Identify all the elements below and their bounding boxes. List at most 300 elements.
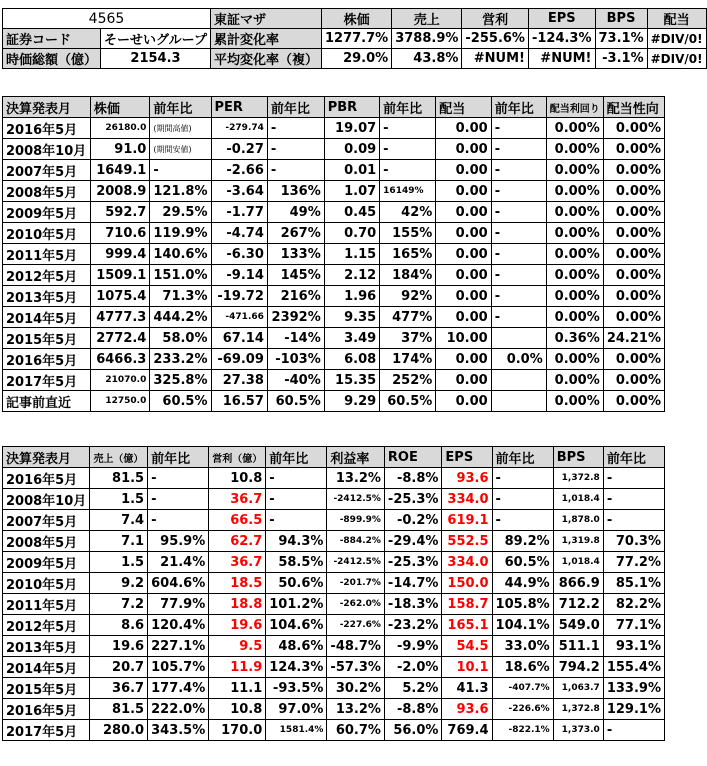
valuation-row	[3, 118, 665, 139]
earnings-cell: 104.1%	[492, 615, 553, 636]
earnings-cell: 85.1%	[603, 573, 664, 594]
earnings-cell: 10.8	[209, 699, 266, 720]
valuation-cell: 184%	[380, 265, 436, 286]
valuation-cell: 121.8%	[150, 181, 211, 202]
valuation-row-label: 2009年5月	[3, 202, 91, 223]
earnings-cell: -884.2%	[327, 531, 385, 552]
valuation-header-cell: 決算発表月	[3, 97, 91, 118]
valuation-cell: 0.00	[436, 181, 491, 202]
valuation-cell: 252%	[380, 370, 436, 391]
earnings-cell: 62.7	[209, 531, 266, 552]
valuation-cell: 999.4	[90, 244, 150, 265]
valuation-cell: 155%	[380, 223, 436, 244]
earnings-cell: -0.2%	[384, 510, 442, 531]
valuation-cell: 0.00%	[546, 139, 603, 160]
earnings-cell: 93.6	[442, 699, 492, 720]
earnings-row-label: 2008年10月	[3, 489, 90, 510]
earnings-row	[3, 636, 665, 657]
valuation-cell: 0.00%	[546, 391, 603, 412]
earnings-cell: -	[603, 468, 664, 489]
valuation-cell: 26180.0	[90, 118, 150, 139]
valuation-cell: 0.00%	[546, 286, 603, 307]
earnings-cell: 105.7%	[148, 657, 209, 678]
market-label: 東証マザ	[210, 9, 321, 29]
valuation-cell: -3.64	[211, 181, 267, 202]
valuation-cell: 0.00%	[546, 118, 603, 139]
valuation-cell: 477%	[380, 307, 436, 328]
earnings-cell: 9.5	[209, 636, 266, 657]
avg-label: 平均変化率（複）	[210, 49, 321, 69]
cum-div: #DIV/0!	[647, 29, 706, 49]
valuation-cell: -	[491, 307, 546, 328]
earnings-cell: 13.2%	[327, 468, 385, 489]
code-label: 証券コード	[3, 29, 101, 49]
valuation-cell: -471.66	[211, 307, 267, 328]
earnings-cell: 552.5	[442, 531, 492, 552]
valuation-row-label: 2016年5月	[3, 118, 91, 139]
valuation-cell: 0.00	[436, 223, 491, 244]
valuation-cell: -	[491, 118, 546, 139]
valuation-header-cell: PBR	[324, 97, 379, 118]
earnings-cell: 60.7%	[327, 720, 385, 741]
valuation-row	[3, 265, 665, 286]
earnings-cell: -8.8%	[384, 468, 442, 489]
valuation-cell: 165%	[380, 244, 436, 265]
valuation-header-cell: 株価	[90, 97, 150, 118]
valuation-cell: 0.00%	[546, 370, 603, 391]
valuation-cell: 67.14	[211, 328, 267, 349]
valuation-cell: 0.00	[436, 118, 491, 139]
valuation-row-label: 2017年5月	[3, 370, 91, 391]
earnings-cell: -2412.5%	[327, 552, 385, 573]
valuation-row	[3, 139, 665, 160]
summary-header-eps: EPS	[528, 9, 595, 29]
valuation-row-label: 2013年5月	[3, 286, 91, 307]
earnings-cell: -9.9%	[384, 636, 442, 657]
valuation-row-label: 2015年5月	[3, 328, 91, 349]
valuation-cell: 216%	[267, 286, 324, 307]
cum-label: 累計変化率	[210, 29, 321, 49]
valuation-row-label: 2014年5月	[3, 307, 91, 328]
earnings-cell: 1,018.4	[553, 489, 603, 510]
valuation-cell: 0.00%	[603, 181, 664, 202]
earnings-cell: 227.1%	[148, 636, 209, 657]
valuation-cell: 16149%	[380, 181, 436, 202]
avg-eps: #NUM!	[528, 49, 595, 69]
earnings-cell: -8.8%	[384, 699, 442, 720]
valuation-cell: 42%	[380, 202, 436, 223]
earnings-cell: 8.6	[90, 615, 148, 636]
valuation-cell: 0.00%	[546, 181, 603, 202]
earnings-cell: 1,372.8	[553, 699, 603, 720]
valuation-cell: 9.35	[324, 307, 379, 328]
earnings-cell: 18.6%	[492, 657, 553, 678]
earnings-cell: 18.5	[209, 573, 266, 594]
earnings-cell: 104.6%	[266, 615, 327, 636]
earnings-cell: 712.2	[553, 594, 603, 615]
earnings-row-label: 2016年5月	[3, 699, 90, 720]
valuation-cell: 0.00%	[546, 265, 603, 286]
cum-eps: -124.3%	[528, 29, 595, 49]
valuation-row	[3, 328, 665, 349]
summary-header-oper: 営利	[462, 9, 529, 29]
valuation-cell: 133%	[267, 244, 324, 265]
valuation-cell: 71.3%	[150, 286, 211, 307]
earnings-cell: 66.5	[209, 510, 266, 531]
earnings-cell: 94.3%	[266, 531, 327, 552]
earnings-cell: -2.0%	[384, 657, 442, 678]
valuation-cell: 0.00	[436, 202, 491, 223]
valuation-cell: 0.36%	[546, 328, 603, 349]
earnings-cell: 1,319.8	[553, 531, 603, 552]
valuation-row	[3, 160, 665, 181]
earnings-cell: 866.9	[553, 573, 603, 594]
earnings-cell: -57.3%	[327, 657, 385, 678]
earnings-row-label: 2009年5月	[3, 552, 90, 573]
earnings-cell: 343.5%	[148, 720, 209, 741]
valuation-cell: 2008.9	[90, 181, 150, 202]
valuation-cell	[491, 328, 546, 349]
valuation-header-cell: 配当性向	[603, 97, 664, 118]
earnings-cell: -48.7%	[327, 636, 385, 657]
valuation-cell: 15.35	[324, 370, 379, 391]
earnings-cell: 19.6	[209, 615, 266, 636]
earnings-cell: 11.9	[209, 657, 266, 678]
valuation-cell: 2.12	[324, 265, 379, 286]
earnings-cell: 105.8%	[492, 594, 553, 615]
earnings-cell: 44.9%	[492, 573, 553, 594]
valuation-row	[3, 244, 665, 265]
valuation-cell: 0.45	[324, 202, 379, 223]
valuation-cell: -	[491, 265, 546, 286]
earnings-header-cell: BPS	[553, 447, 603, 468]
earnings-cell: 93.1%	[603, 636, 664, 657]
valuation-cell: 4777.3	[90, 307, 150, 328]
earnings-row	[3, 657, 665, 678]
valuation-cell: 60.5%	[150, 391, 211, 412]
valuation-row	[3, 370, 665, 391]
valuation-cell: -1.77	[211, 202, 267, 223]
valuation-cell: 0.00	[436, 160, 491, 181]
avg-bps: -3.1%	[595, 49, 647, 69]
valuation-row-label: 2008年5月	[3, 181, 91, 202]
valuation-cell: 0.00%	[603, 223, 664, 244]
valuation-cell: -	[491, 202, 546, 223]
earnings-cell: 81.5	[90, 699, 148, 720]
earnings-cell: 101.2%	[266, 594, 327, 615]
valuation-row	[3, 181, 665, 202]
valuation-cell: 140.6%	[150, 244, 211, 265]
valuation-cell: 0.09	[324, 139, 379, 160]
valuation-cell: 0.00	[436, 265, 491, 286]
earnings-row-label: 2008年5月	[3, 531, 90, 552]
valuation-cell: 12750.0	[90, 391, 150, 412]
valuation-cell: -	[150, 160, 211, 181]
valuation-cell: 91.0	[90, 139, 150, 160]
earnings-row-label: 2010年5月	[3, 573, 90, 594]
valuation-cell: 0.0%	[491, 349, 546, 370]
earnings-cell: -	[266, 510, 327, 531]
valuation-row-label: 2016年5月	[3, 349, 91, 370]
valuation-cell: 0.00	[436, 391, 491, 412]
earnings-cell: 619.1	[442, 510, 492, 531]
earnings-cell: 334.0	[442, 489, 492, 510]
earnings-cell: -201.7%	[327, 573, 385, 594]
valuation-cell: 136%	[267, 181, 324, 202]
earnings-cell: 1,878.0	[553, 510, 603, 531]
earnings-cell: 794.2	[553, 657, 603, 678]
valuation-table	[2, 96, 665, 412]
valuation-cell: -69.09	[211, 349, 267, 370]
earnings-header-cell: 決算発表月	[3, 447, 90, 468]
earnings-cell: 170.0	[209, 720, 266, 741]
valuation-cell: 0.00	[436, 370, 491, 391]
valuation-header-row	[3, 97, 665, 118]
valuation-row	[3, 391, 665, 412]
earnings-cell: 19.6	[90, 636, 148, 657]
earnings-cell: -	[492, 489, 553, 510]
earnings-header-cell: ROE	[384, 447, 442, 468]
earnings-cell: 549.0	[553, 615, 603, 636]
valuation-cell: 0.00%	[603, 370, 664, 391]
valuation-header-cell: 前年比	[380, 97, 436, 118]
valuation-cell: 0.00%	[603, 118, 664, 139]
valuation-row-label: 2011年5月	[3, 244, 91, 265]
earnings-cell: -	[492, 510, 553, 531]
valuation-cell: 0.00	[436, 349, 491, 370]
summary-header-price: 株価	[322, 9, 392, 29]
earnings-cell: -	[266, 468, 327, 489]
valuation-cell: 0.00	[436, 286, 491, 307]
avg-div: #DIV/0!	[647, 49, 706, 69]
valuation-cell: -	[491, 286, 546, 307]
earnings-cell: 1.5	[90, 489, 148, 510]
valuation-cell: (期間安値)	[150, 139, 211, 160]
earnings-cell: 95.9%	[148, 531, 209, 552]
valuation-cell: -14%	[267, 328, 324, 349]
earnings-cell: -	[148, 489, 209, 510]
valuation-cell: 2392%	[267, 307, 324, 328]
earnings-cell: -25.3%	[384, 552, 442, 573]
valuation-cell: -103%	[267, 349, 324, 370]
company-name: そーせいグループ	[101, 29, 211, 49]
earnings-cell: 280.0	[90, 720, 148, 741]
avg-price: 29.0%	[322, 49, 392, 69]
earnings-cell: 150.0	[442, 573, 492, 594]
earnings-header-cell: 前年比	[603, 447, 664, 468]
earnings-row	[3, 489, 665, 510]
valuation-cell: 233.2%	[150, 349, 211, 370]
valuation-cell: 1075.4	[90, 286, 150, 307]
earnings-cell: 7.1	[90, 531, 148, 552]
earnings-row	[3, 594, 665, 615]
summary-header-sales: 売上	[392, 9, 462, 29]
earnings-cell: 1,063.7	[553, 678, 603, 699]
earnings-cell: 30.2%	[327, 678, 385, 699]
summary-table	[2, 8, 707, 69]
earnings-cell: -407.7%	[492, 678, 553, 699]
earnings-cell: 77.2%	[603, 552, 664, 573]
valuation-cell: -	[380, 160, 436, 181]
valuation-cell: 24.21%	[603, 328, 664, 349]
valuation-row-label: 記事前直近	[3, 391, 91, 412]
earnings-cell: 9.2	[90, 573, 148, 594]
valuation-cell: 1649.1	[90, 160, 150, 181]
earnings-cell: 511.1	[553, 636, 603, 657]
earnings-row-label: 2017年5月	[3, 720, 90, 741]
valuation-cell: (期間高値)	[150, 118, 211, 139]
valuation-cell: 0.00%	[603, 202, 664, 223]
earnings-cell: -23.2%	[384, 615, 442, 636]
earnings-row	[3, 510, 665, 531]
earnings-cell: -	[492, 468, 553, 489]
valuation-cell: 6466.3	[90, 349, 150, 370]
earnings-cell: 10.8	[209, 468, 266, 489]
earnings-cell: 120.4%	[148, 615, 209, 636]
summary-avg-row	[3, 49, 707, 69]
earnings-cell: 158.7	[442, 594, 492, 615]
earnings-cell: -822.1%	[492, 720, 553, 741]
valuation-cell: 0.00%	[546, 244, 603, 265]
earnings-cell: -262.0%	[327, 594, 385, 615]
earnings-cell: 1,373.0	[553, 720, 603, 741]
valuation-row	[3, 349, 665, 370]
valuation-cell: 92%	[380, 286, 436, 307]
valuation-cell: -	[491, 223, 546, 244]
earnings-table	[2, 446, 665, 741]
valuation-cell: 0.00	[436, 307, 491, 328]
valuation-cell: 21070.0	[90, 370, 150, 391]
earnings-cell: -29.4%	[384, 531, 442, 552]
valuation-cell: 0.00%	[603, 139, 664, 160]
earnings-cell: -18.3%	[384, 594, 442, 615]
valuation-cell: 29.5%	[150, 202, 211, 223]
cum-oper: -255.6%	[462, 29, 529, 49]
valuation-cell: -	[491, 181, 546, 202]
valuation-cell	[491, 391, 546, 412]
earnings-row-label: 2015年5月	[3, 678, 90, 699]
earnings-row	[3, 573, 665, 594]
summary-header-bps: BPS	[595, 9, 647, 29]
earnings-cell: 133.9%	[603, 678, 664, 699]
valuation-cell: -	[267, 118, 324, 139]
valuation-cell: 0.00%	[603, 160, 664, 181]
earnings-cell: 18.8	[209, 594, 266, 615]
valuation-cell: 37%	[380, 328, 436, 349]
mktcap-value: 2154.3	[101, 49, 211, 69]
earnings-cell: -	[148, 468, 209, 489]
earnings-cell: 769.4	[442, 720, 492, 741]
valuation-cell: 0.00%	[546, 307, 603, 328]
earnings-row-label: 2014年5月	[3, 657, 90, 678]
earnings-cell: 48.6%	[266, 636, 327, 657]
valuation-cell: 119.9%	[150, 223, 211, 244]
earnings-row	[3, 615, 665, 636]
valuation-cell: 145%	[267, 265, 324, 286]
earnings-cell: 1,018.4	[553, 552, 603, 573]
valuation-row	[3, 286, 665, 307]
valuation-cell: 174%	[380, 349, 436, 370]
earnings-cell: 81.5	[90, 468, 148, 489]
valuation-cell: 0.00%	[603, 286, 664, 307]
earnings-cell: 222.0%	[148, 699, 209, 720]
earnings-cell: 36.7	[90, 678, 148, 699]
valuation-cell: 0.00%	[603, 391, 664, 412]
valuation-header-cell: 配当	[436, 97, 491, 118]
earnings-cell: 7.4	[90, 510, 148, 531]
earnings-cell: -227.6%	[327, 615, 385, 636]
valuation-cell: 267%	[267, 223, 324, 244]
earnings-cell: -	[266, 489, 327, 510]
earnings-cell: -	[148, 510, 209, 531]
earnings-cell: 21.4%	[148, 552, 209, 573]
earnings-cell: -226.6%	[492, 699, 553, 720]
earnings-cell: 50.6%	[266, 573, 327, 594]
summary-header-row	[3, 9, 707, 29]
summary-cum-row	[3, 29, 707, 49]
earnings-row	[3, 678, 665, 699]
valuation-cell: 0.00%	[603, 244, 664, 265]
earnings-cell: 54.5	[442, 636, 492, 657]
earnings-header-cell: 営利（億）	[209, 447, 266, 468]
valuation-cell: 1.96	[324, 286, 379, 307]
valuation-cell: 6.08	[324, 349, 379, 370]
avg-oper: #NUM!	[462, 49, 529, 69]
earnings-header-cell: 利益率	[327, 447, 385, 468]
earnings-row-label: 2012年5月	[3, 615, 90, 636]
valuation-cell: -	[491, 160, 546, 181]
valuation-cell: 1509.1	[90, 265, 150, 286]
valuation-cell: 3.49	[324, 328, 379, 349]
summary-header-div: 配当	[647, 9, 706, 29]
valuation-cell: 444.2%	[150, 307, 211, 328]
earnings-cell: 58.5%	[266, 552, 327, 573]
mktcap-label: 時価総額（億）	[3, 49, 101, 69]
valuation-cell: 1.07	[324, 181, 379, 202]
earnings-cell: 7.2	[90, 594, 148, 615]
valuation-cell: -2.66	[211, 160, 267, 181]
earnings-cell: 82.2%	[603, 594, 664, 615]
valuation-cell	[491, 370, 546, 391]
valuation-cell: 0.00%	[546, 202, 603, 223]
valuation-cell: 16.57	[211, 391, 267, 412]
earnings-cell: -25.3%	[384, 489, 442, 510]
valuation-cell: 325.8%	[150, 370, 211, 391]
earnings-cell: -899.9%	[327, 510, 385, 531]
earnings-cell: 20.7	[90, 657, 148, 678]
earnings-cell: -	[603, 489, 664, 510]
valuation-cell: -	[380, 118, 436, 139]
earnings-header-cell: 前年比	[492, 447, 553, 468]
earnings-cell: 56.0%	[384, 720, 442, 741]
earnings-row	[3, 531, 665, 552]
earnings-cell: -14.7%	[384, 573, 442, 594]
earnings-header-row	[3, 447, 665, 468]
earnings-cell: 10.1	[442, 657, 492, 678]
earnings-cell: 70.3%	[603, 531, 664, 552]
valuation-cell: -	[267, 139, 324, 160]
valuation-cell: 49%	[267, 202, 324, 223]
cum-sales: 3788.9%	[392, 29, 462, 49]
earnings-cell: 77.9%	[148, 594, 209, 615]
earnings-row	[3, 720, 665, 741]
valuation-cell: -0.27	[211, 139, 267, 160]
valuation-row-label: 2008年10月	[3, 139, 91, 160]
valuation-cell: 1.15	[324, 244, 379, 265]
valuation-cell: 0.70	[324, 223, 379, 244]
valuation-cell: 19.07	[324, 118, 379, 139]
cum-bps: 73.1%	[595, 29, 647, 49]
